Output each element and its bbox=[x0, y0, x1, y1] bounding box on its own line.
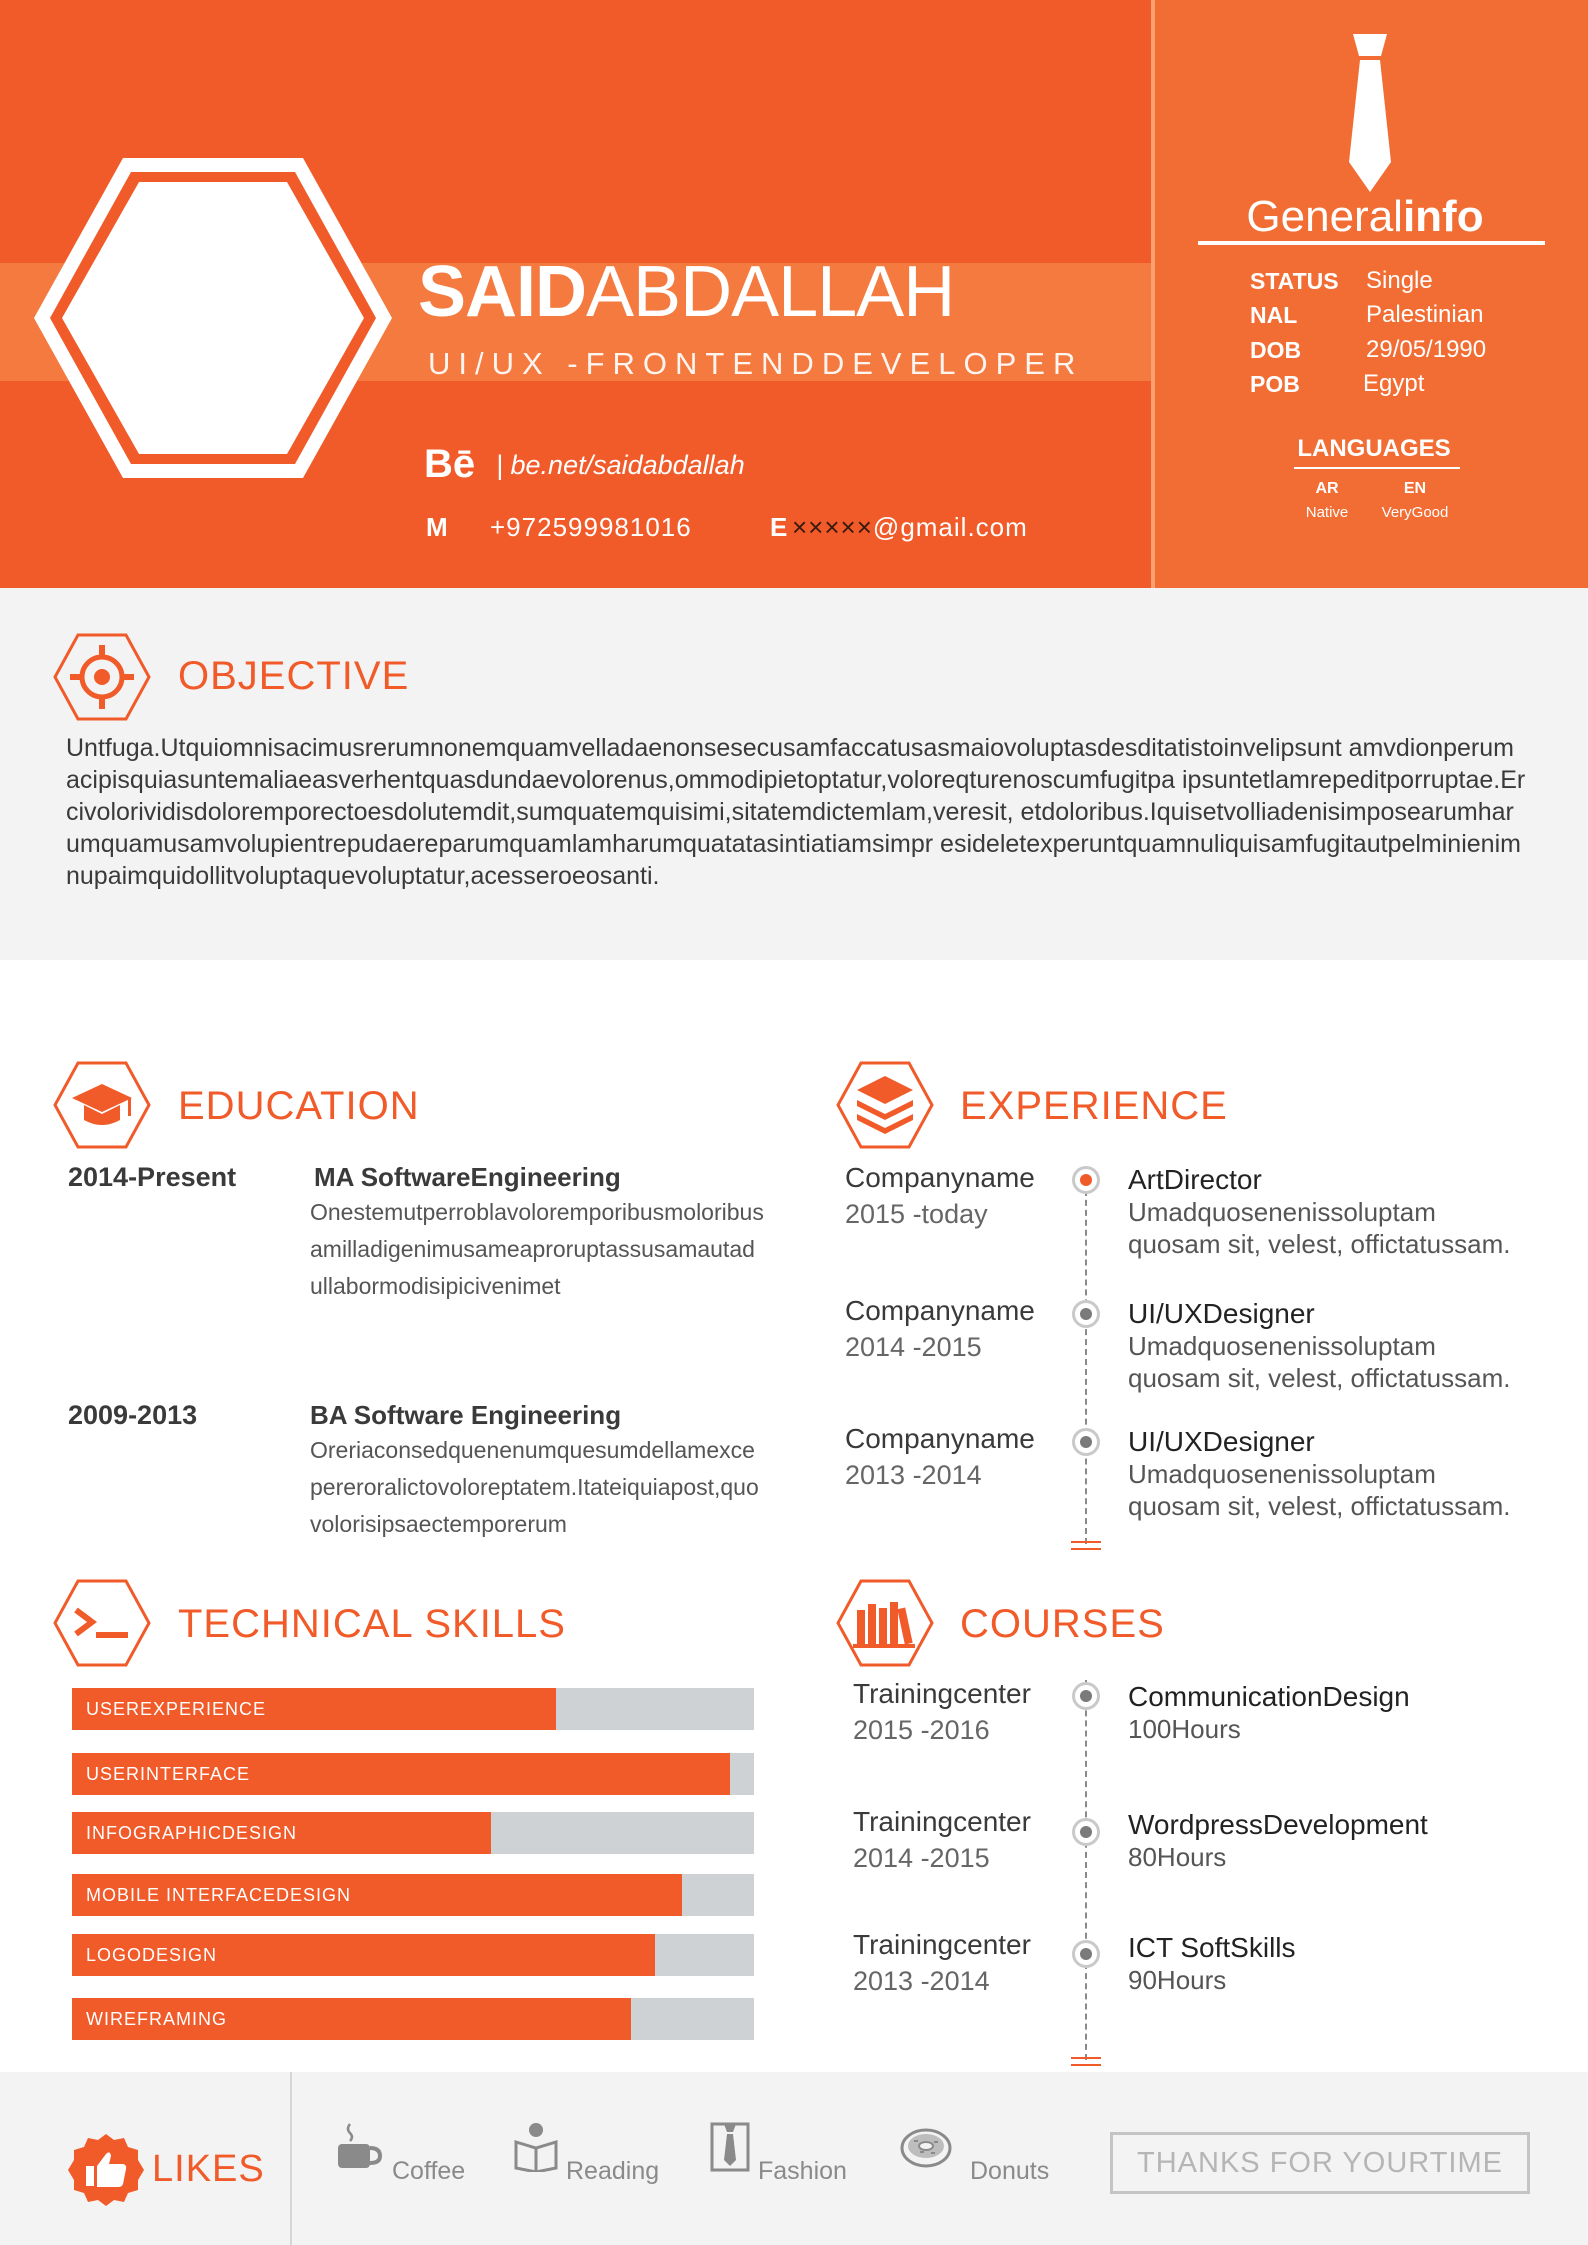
reading-icon bbox=[510, 2120, 562, 2172]
experience-period: 2015 -today bbox=[845, 1199, 988, 1229]
experience-job-title: UI/UXDesigner bbox=[1128, 1426, 1315, 1457]
info-label-nationality: NAL bbox=[1250, 302, 1298, 328]
experience-company: Companyname bbox=[845, 1162, 1035, 1193]
like-label-fashion: Fashion bbox=[758, 2157, 847, 2185]
courses-timeline-dot bbox=[1072, 1940, 1100, 1968]
experience-description: quosam sit, velest, offictatussam. bbox=[1128, 1363, 1511, 1393]
info-value-status: Single bbox=[1366, 267, 1433, 294]
info-value-nationality: Palestinian bbox=[1366, 301, 1484, 328]
thumbs-up-icon bbox=[68, 2132, 144, 2208]
education-description: Onestemutperroblavoloremporibusmoloribusamilladigenimusameaproruptassusamautadullabormodisipicivenimet bbox=[310, 1199, 764, 1299]
skill-bar bbox=[72, 1688, 754, 1730]
target-icon bbox=[52, 632, 152, 722]
first-name: SAID bbox=[418, 252, 587, 332]
education-years: 2009-2013 bbox=[68, 1400, 198, 1430]
course-period: 2014 -2015 bbox=[853, 1843, 990, 1873]
header-divider bbox=[1151, 0, 1155, 588]
course-center: Trainingcenter bbox=[853, 1806, 1031, 1837]
experience-description: quosam sit, velest, offictatussam. bbox=[1128, 1229, 1511, 1259]
info-label-status: STATUS bbox=[1250, 268, 1339, 294]
skill-bar bbox=[72, 1998, 754, 2040]
courses-timeline-dot bbox=[1072, 1682, 1100, 1710]
languages-title: LANGUAGES bbox=[1297, 435, 1451, 462]
experience-timeline-dot bbox=[1072, 1300, 1100, 1328]
skill-label: USEREXPERIENCE bbox=[86, 1699, 267, 1719]
experience-job-title: UI/UXDesigner bbox=[1128, 1298, 1315, 1329]
skill-label: MOBILE INTERFACEDESIGN bbox=[86, 1885, 352, 1905]
education-description: Oreriaconsedquenenumquesumdellamexcepereroralictovoloreptatem.Itateiquiapost,quovolorisipsaectemporerum bbox=[310, 1437, 759, 1537]
books-icon bbox=[835, 1578, 935, 1668]
info-value-pob: Egypt bbox=[1363, 370, 1425, 397]
last-name: ABDALLAH bbox=[586, 252, 955, 332]
course-hours: 90Hours bbox=[1128, 1965, 1227, 1995]
education-degree: MA SoftwareEngineering bbox=[314, 1162, 621, 1192]
mobile-number: +972599981016 bbox=[490, 512, 692, 542]
experience-title: EXPERIENCE bbox=[960, 1084, 1228, 1128]
skill-bar bbox=[72, 1812, 754, 1854]
mobile-label: M bbox=[426, 512, 448, 542]
experience-description: Umadquosenenissoluptam bbox=[1128, 1459, 1436, 1489]
coffee-icon bbox=[332, 2120, 384, 2172]
courses-timeline-dot bbox=[1072, 1818, 1100, 1846]
language-code-en: EN bbox=[1403, 480, 1427, 497]
education-years: 2014-Present bbox=[68, 1162, 237, 1192]
layers-icon bbox=[835, 1060, 935, 1150]
language-code-ar: AR bbox=[1315, 480, 1339, 497]
email-label: E bbox=[770, 512, 788, 542]
course-hours: 100Hours bbox=[1128, 1714, 1241, 1744]
general-info-title-light: General bbox=[1246, 192, 1403, 241]
objective-section bbox=[0, 588, 1588, 960]
skill-label: USERINTERFACE bbox=[86, 1764, 251, 1784]
course-title: CommunicationDesign bbox=[1128, 1681, 1410, 1712]
experience-timeline bbox=[1085, 1180, 1087, 1544]
info-value-dob: 29/05/1990 bbox=[1366, 336, 1487, 363]
skill-label: LOGODESIGN bbox=[86, 1945, 218, 1965]
course-period: 2013 -2014 bbox=[853, 1966, 990, 1996]
terminal-icon bbox=[52, 1578, 152, 1668]
skill-bar bbox=[72, 1934, 754, 1976]
behance-icon: Bē bbox=[424, 442, 476, 486]
experience-description: Umadquosenenissoluptam bbox=[1128, 1331, 1436, 1361]
course-period: 2015 -2016 bbox=[853, 1715, 990, 1745]
email-address[interactable] bbox=[792, 512, 1028, 543]
resume-header bbox=[0, 0, 1588, 588]
experience-timeline-end bbox=[1071, 1541, 1101, 1543]
graduation-cap-icon bbox=[52, 1060, 152, 1150]
course-center: Trainingcenter bbox=[853, 1929, 1031, 1960]
course-center: Trainingcenter bbox=[853, 1678, 1031, 1709]
skill-label: INFOGRAPHICDESIGN bbox=[86, 1823, 298, 1843]
general-info-title-bold: info bbox=[1402, 192, 1484, 241]
courses-timeline bbox=[1085, 1680, 1087, 2060]
language-level-ar: Native bbox=[1305, 504, 1349, 521]
technical-skills-title: TECHNICAL SKILLS bbox=[178, 1602, 566, 1646]
experience-period: 2013 -2014 bbox=[845, 1460, 982, 1490]
job-role: UI/UX -FRONTENDDEVELOPER bbox=[428, 346, 1084, 381]
like-label-coffee: Coffee bbox=[392, 2157, 466, 2185]
like-label-reading: Reading bbox=[566, 2157, 660, 2185]
objective-title: OBJECTIVE bbox=[178, 654, 410, 698]
experience-timeline-dot bbox=[1072, 1428, 1100, 1456]
course-hours: 80Hours bbox=[1128, 1842, 1227, 1872]
courses-timeline-end bbox=[1071, 2057, 1101, 2059]
experience-description: Umadquosenenissoluptam bbox=[1128, 1197, 1436, 1227]
experience-description: quosam sit, velest, offictatussam. bbox=[1128, 1491, 1511, 1521]
courses-timeline-end bbox=[1071, 2064, 1101, 2066]
tie-icon bbox=[1345, 34, 1395, 194]
email-mask: ××××× bbox=[792, 512, 873, 542]
skill-bar bbox=[72, 1874, 754, 1916]
objective-text: Untfuga.Utquiomnisacimusrerumnonemquamvelladaenonsesecusamfaccatusasmaiovoluptasdesditatistoinvelipsunt amvdionperumacipisquiasuntemaliaeasverhentquasdundaevolorenus,ommodipietoptatur,voloreqturenoscumfugitpa ipsuntetlamrepeditporruptae.Ercivolorividisdoloremporectoesdolutemdit,sumquatemquisimi,sitatemdictemlam,veresit, etdoloribus.Iquisetvolliadenisimposearumharumquamusamvolupientrepudaereparumquamlamharumquatatasintiatiamsimpr esideletexperuntquamnuliquisamfugitautpelminienimnupaimquidollitvoluptaquevoluptatur,acesseroeosanti. bbox=[66, 734, 1526, 890]
education-title: EDUCATION bbox=[178, 1084, 420, 1128]
languages-rule bbox=[1294, 467, 1460, 469]
experience-job-title: ArtDirector bbox=[1128, 1164, 1262, 1195]
full-name bbox=[418, 252, 954, 332]
fashion-icon bbox=[704, 2120, 756, 2172]
experience-company: Companyname bbox=[845, 1295, 1035, 1326]
thanks-box: THANKS FOR YOURTIME bbox=[1110, 2132, 1530, 2194]
course-title: ICT SoftSkills bbox=[1128, 1932, 1296, 1963]
info-label-pob: POB bbox=[1250, 371, 1300, 397]
experience-timeline-end bbox=[1071, 1548, 1101, 1550]
behance-link[interactable]: | be.net/saidabdallah bbox=[496, 450, 745, 480]
footer-divider bbox=[290, 2072, 292, 2245]
general-info-rule bbox=[1198, 241, 1545, 245]
likes-footer bbox=[0, 2072, 1588, 2245]
experience-period: 2014 -2015 bbox=[845, 1332, 982, 1362]
course-title: WordpressDevelopment bbox=[1128, 1809, 1428, 1840]
email-domain: @gmail.com bbox=[872, 512, 1028, 542]
education-degree: BA Software Engineering bbox=[310, 1400, 622, 1430]
avatar-placeholder bbox=[28, 152, 398, 484]
general-info-title bbox=[1165, 192, 1565, 242]
experience-company: Companyname bbox=[845, 1423, 1035, 1454]
skill-bar bbox=[72, 1753, 754, 1795]
experience-timeline-dot bbox=[1072, 1166, 1100, 1194]
likes-title: LIKES bbox=[152, 2148, 265, 2190]
courses-title: COURSES bbox=[960, 1602, 1165, 1646]
like-label-donuts: Donuts bbox=[970, 2157, 1050, 2185]
info-label-dob: DOB bbox=[1250, 337, 1302, 363]
donuts-icon bbox=[900, 2120, 952, 2172]
skill-label: WIREFRAMING bbox=[86, 2009, 227, 2029]
language-level-en: VeryGood bbox=[1381, 504, 1449, 521]
